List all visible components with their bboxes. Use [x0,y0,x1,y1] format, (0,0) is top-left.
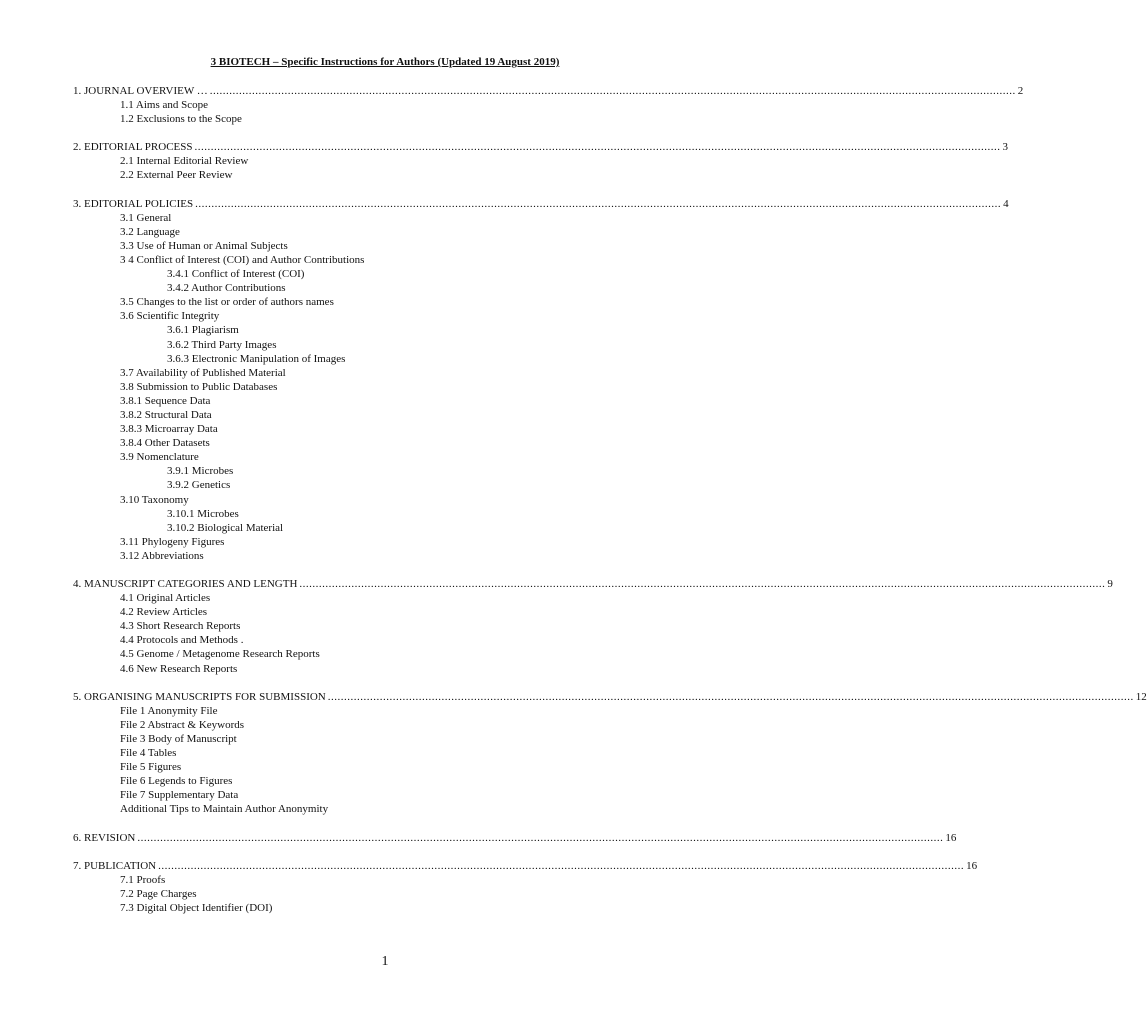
toc-heading [73,84,1024,98]
toc-entry: 4.6 New Research Reports [120,662,238,675]
toc-dot-leader: ........................................................................................................................................................................................................................................................ [299,578,1106,590]
table-of-contents [73,84,1147,915]
toc-heading [73,859,978,873]
toc-entry: 3.8.3 Microarray Data [120,423,218,436]
toc-entry: 3.2 Language [120,225,180,238]
toc-entry: 3.10 Taxonomy [120,493,189,506]
toc-entry: 3 4 Conflict of Interest (COI) and Author Contributions [120,253,365,266]
toc-entry: 3.6.3 Electronic Manipulation of Images [167,352,346,365]
toc-entry: 3.9.2 Genetics [167,479,231,492]
toc-entry: 3.10.1 Microbes [167,507,239,520]
toc-entry: File 2 Abstract & Keywords [120,718,245,731]
toc-dot-leader: ........................................................................................................................................................................................................................................................ [327,690,1134,703]
toc-entry: 7.2 Page Charges [120,887,197,900]
toc-heading-label: 2. EDITORIAL PROCESS [73,141,193,154]
toc-page-number: 16 [966,859,978,872]
toc-heading [73,197,1009,211]
toc-page-number: 3 [1002,141,1008,154]
toc-entry: 4.1 Original Articles [120,592,211,605]
toc-entry: 1.2 Exclusions to the Scope [120,113,242,126]
toc-section [73,197,1009,563]
toc-heading-label: 7. PUBLICATION [73,859,157,872]
toc-heading-label: 5. ORGANISING MANUSCRIPTS FOR SUBMISSION [73,690,326,703]
toc-entry: 3.4.1 Conflict of Interest (COI) [167,268,305,281]
toc-entry: File 3 Body of Manuscript [120,732,237,745]
toc-entry: 3.3 Use of Human or Animal Subjects [120,239,288,252]
toc-entry: 4.2 Review Articles [120,606,208,619]
toc-dot-leader: ........................................................................................................................................................................................................................................................ [158,859,965,872]
toc-dot-leader: ........................................................................................................................................................................................................................................................ [209,85,1016,97]
toc-heading [73,831,957,845]
toc-entry: 3.4.2 Author Contributions [167,282,286,295]
toc-entry: 4.5 Genome / Metagenome Research Reports [120,648,320,661]
page-number: 1 [381,954,389,969]
toc-entry: File 7 Supplementary Data [120,789,239,802]
toc-page-number: 9 [1107,578,1113,590]
toc-entry: 3.10.2 Biological Material [167,521,284,534]
toc-entry: 7.3 Digital Object Identifier (DOI) [120,901,273,914]
toc-entry: 1.1 Aims and Scope [120,99,208,112]
toc-entry: 3.6.2 Third Party Images [167,338,277,351]
toc-section [73,859,978,915]
toc-entry: 3.6.1 Plagiarism [167,324,239,337]
toc-section [73,84,1024,126]
toc-entry: 3.1 General [120,211,172,224]
toc-entry: 4.3 Short Research Reports [120,620,241,633]
toc-entry: Additional Tips to Maintain Author Anonymity [120,803,329,816]
toc-entry: File 6 Legends to Figures [120,775,233,788]
toc-entry: 3.6 Scientific Integrity [120,310,220,323]
toc-heading-label: 3. EDITORIAL POLICIES [73,197,194,210]
toc-entry: 3.7 Availability of Published Material [120,366,286,379]
toc-page-number: 16 [945,831,957,844]
toc-page-number: 12 [1135,690,1147,703]
toc-entry: 2.2 External Peer Review [120,169,233,182]
toc-entry: 3.9.1 Microbes [167,465,234,478]
toc-dot-leader: ........................................................................................................................................................................................................................................................ [194,141,1001,154]
toc-heading-label: 6. REVISION [73,831,136,844]
toc-entry: 3.12 Abbreviations [120,549,204,562]
toc-entry: 3.5 Changes to the list or order of authors names [120,296,334,309]
document-title: 3 BIOTECH – Specific Instructions for Authors (Updated 19 August 2019) [210,56,560,68]
toc-section [73,831,957,845]
toc-entry: 3.9 Nomenclature [120,451,199,464]
toc-heading-label: 1. JOURNAL OVERVIEW … [73,85,208,97]
toc-section [73,577,1113,676]
toc-entry: 3.8.1 Sequence Data [120,394,211,407]
toc-heading-label: 4. MANUSCRIPT CATEGORIES AND LENGTH [73,578,298,590]
toc-page-number: 4 [1003,197,1009,210]
toc-dot-leader: ........................................................................................................................................................................................................................................................ [137,831,944,844]
toc-entry: 3.8 Submission to Public Databases [120,380,278,393]
toc-page-number: 2 [1017,85,1024,97]
toc-heading [73,140,1008,154]
toc-entry: 3.8.4 Other Datasets [120,437,210,450]
toc-section [73,140,1008,182]
toc-heading [73,577,1113,591]
toc-entry: 2.1 Internal Editorial Review [120,155,249,168]
toc-section [73,690,1147,817]
toc-entry: 7.1 Proofs [120,873,166,886]
toc-entry: File 1 Anonymity File [120,704,218,717]
toc-entry: 4.4 Protocols and Methods . [120,634,244,647]
toc-entry: 3.8.2 Structural Data [120,408,212,421]
toc-entry: 3.11 Phylogeny Figures [120,535,225,548]
toc-entry: File 4 Tables [120,747,177,760]
toc-dot-leader: ........................................................................................................................................................................................................................................................ [195,197,1002,210]
toc-heading [73,690,1147,704]
toc-entry: File 5 Figures [120,761,182,774]
